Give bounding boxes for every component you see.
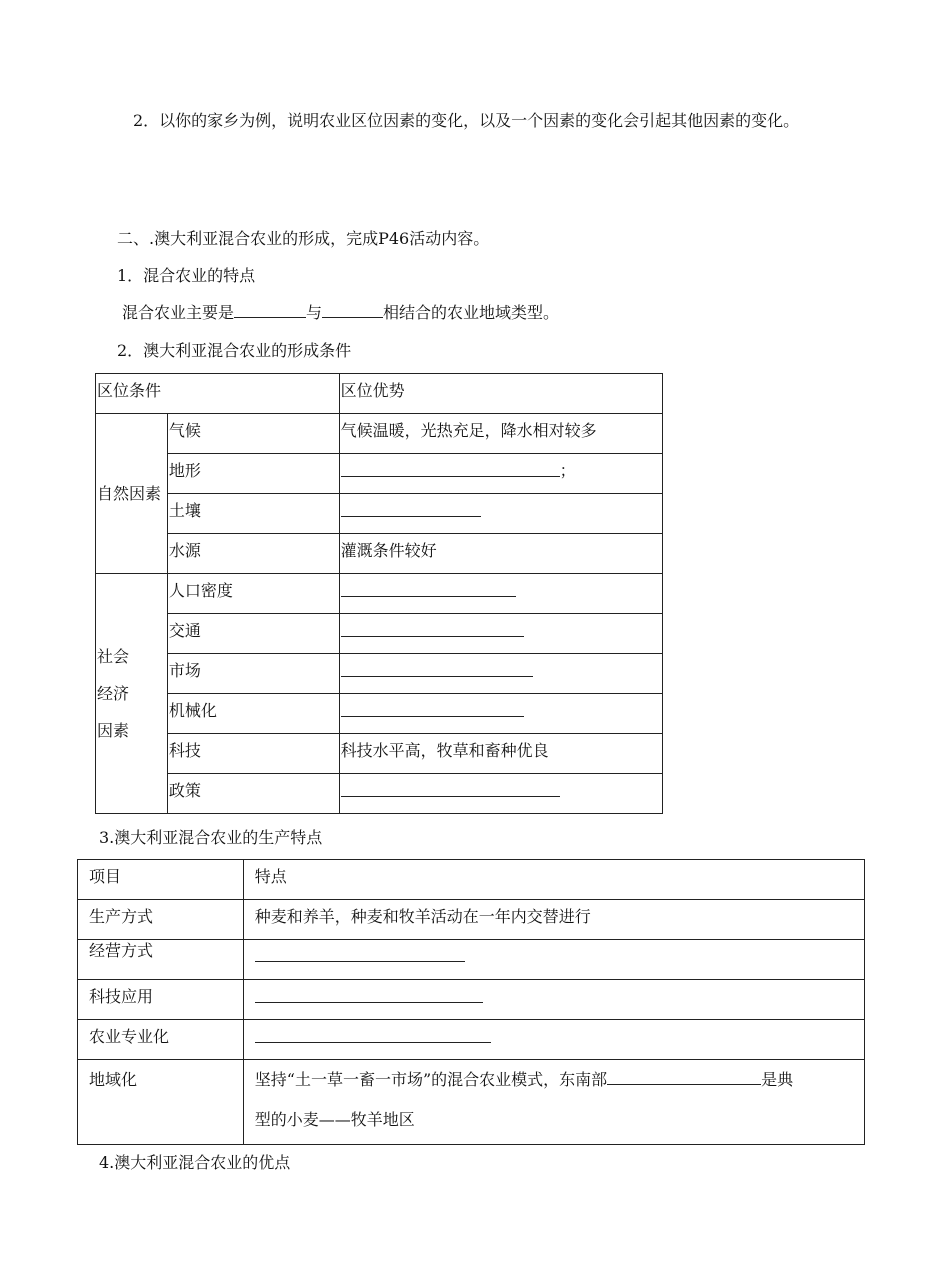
social-economic-factors-label: 社会 经济 因素 — [96, 574, 168, 814]
table-row — [96, 534, 663, 574]
table-row — [78, 940, 865, 980]
advantage-cell[interactable] — [339, 454, 662, 494]
natural-factors-label: 自然因素 — [96, 414, 168, 574]
advantage-suffix: ； — [559, 461, 576, 480]
regional-text-1: 坚持“土一草一畜一市场”的混合农业模式，东南部 — [254, 1070, 608, 1089]
question-2: 2．以你的家乡为例，说明农业区位因素的变化，以及一个因素的变化会引起其他因素的变化。 — [133, 111, 800, 130]
advantage-cell: 科技水平高，牧草和畜种优良 — [339, 734, 662, 774]
advantage-cell[interactable] — [339, 654, 662, 694]
answer-blank[interactable] — [255, 1042, 491, 1043]
table-row — [96, 494, 663, 534]
advantage-cell[interactable] — [339, 494, 662, 534]
answer-blank[interactable] — [341, 596, 516, 597]
definition-part-2: 与 — [306, 303, 323, 322]
answer-blank[interactable] — [341, 676, 533, 677]
feature-cell: 种麦和养羊，种麦和牧羊活动在一年内交替进行 — [243, 900, 864, 940]
factor-cell: 机械化 — [167, 694, 339, 734]
table-row — [96, 774, 663, 814]
factor-cell: 人口密度 — [167, 574, 339, 614]
table-row — [96, 414, 663, 454]
feature-cell[interactable] — [243, 1060, 864, 1145]
item-cell: 生产方式 — [78, 900, 244, 940]
table-row — [96, 694, 663, 734]
answer-blank[interactable] — [255, 961, 465, 962]
table-row — [78, 860, 865, 900]
factor-cell: 水源 — [167, 534, 339, 574]
table-row — [78, 980, 865, 1020]
table-row — [78, 900, 865, 940]
item-cell: 农业专业化 — [78, 1020, 244, 1060]
section-2-title: 二、.澳大利亚混合农业的形成，完成P46活动内容。 — [117, 229, 490, 248]
item-cell: 科技应用 — [78, 980, 244, 1020]
formation-conditions-table — [95, 373, 663, 814]
regional-line-1 — [255, 1060, 864, 1100]
advantage-cell[interactable] — [339, 774, 662, 814]
definition-part-1: 混合农业主要是 — [122, 303, 235, 322]
table-row — [96, 614, 663, 654]
table-row — [96, 654, 663, 694]
answer-blank-1[interactable] — [234, 303, 306, 318]
table-row — [78, 1060, 865, 1145]
table-row — [96, 454, 663, 494]
factor-cell: 科技 — [167, 734, 339, 774]
definition-part-3: 相结合的农业地域类型。 — [383, 303, 560, 322]
table-row — [78, 1020, 865, 1060]
answer-blank[interactable] — [607, 1070, 761, 1085]
answer-blank-2[interactable] — [322, 303, 383, 318]
factor-cell: 政策 — [167, 774, 339, 814]
factor-cell: 交通 — [167, 614, 339, 654]
advantage-cell[interactable] — [339, 574, 662, 614]
answer-blank[interactable] — [341, 716, 524, 717]
regional-text-2: 是典 — [761, 1070, 794, 1089]
advantage-cell[interactable] — [339, 614, 662, 654]
advantage-cell[interactable] — [339, 694, 662, 734]
table-row — [96, 574, 663, 614]
feature-cell[interactable] — [243, 1020, 864, 1060]
feature-cell[interactable] — [243, 980, 864, 1020]
subsection-3-heading: 3.澳大利亚混合农业的生产特点 — [99, 828, 323, 847]
subsection-2-heading: 2．澳大利亚混合农业的形成条件 — [117, 341, 352, 360]
item-cell: 经营方式 — [78, 940, 244, 980]
answer-blank[interactable] — [341, 636, 524, 637]
advantage-cell: 灌溉条件较好 — [339, 534, 662, 574]
factor-cell: 市场 — [167, 654, 339, 694]
answer-blank[interactable] — [341, 796, 560, 797]
factor-cell: 地形 — [167, 454, 339, 494]
header-advantages: 区位优势 — [339, 374, 662, 414]
item-cell: 地域化 — [78, 1060, 244, 1145]
subsection-4-heading: 4.澳大利亚混合农业的优点 — [99, 1153, 291, 1172]
feature-cell[interactable] — [243, 940, 864, 980]
regional-line-2: 型的小麦——牧羊地区 — [254, 1110, 415, 1129]
answer-blank[interactable] — [341, 476, 560, 477]
header-item: 项目 — [78, 860, 244, 900]
table-row — [96, 734, 663, 774]
advantage-cell: 气候温暖，光热充足，降水相对较多 — [339, 414, 662, 454]
production-features-table — [77, 859, 865, 1145]
answer-blank[interactable] — [341, 516, 481, 517]
factor-cell: 气候 — [167, 414, 339, 454]
subsection-1-heading: 1．混合农业的特点 — [117, 266, 256, 285]
mixed-farming-definition — [122, 300, 559, 323]
table-row — [96, 374, 663, 414]
header-feature: 特点 — [243, 860, 864, 900]
factor-cell: 土壤 — [167, 494, 339, 534]
answer-blank[interactable] — [255, 1002, 483, 1003]
header-conditions: 区位条件 — [96, 374, 340, 414]
